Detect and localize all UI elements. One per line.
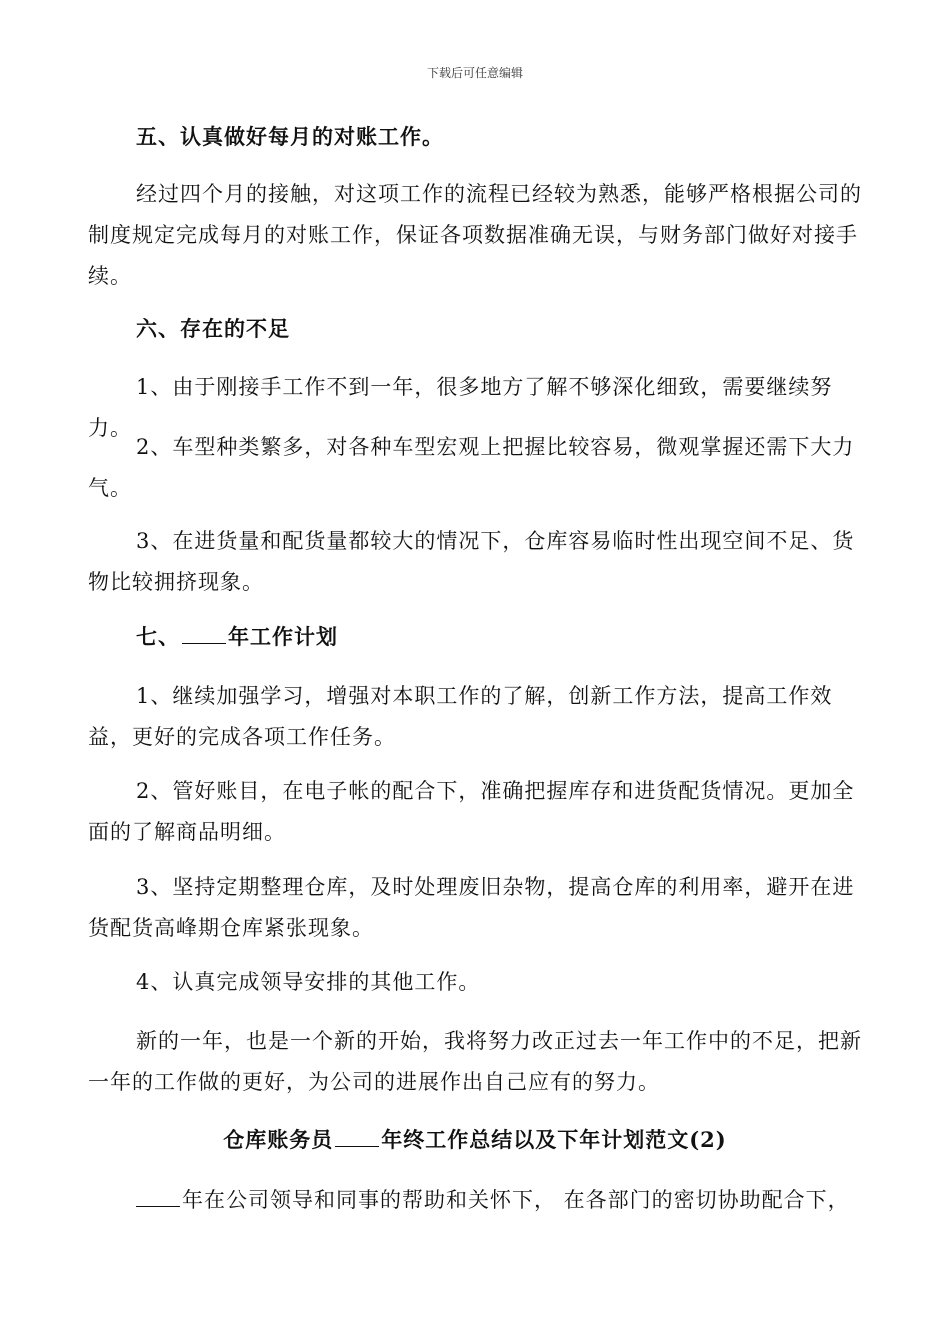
section-6-item-2: 2、车型种类繁多，对各种车型宏观上把握比较容易，微观掌握还需下大力气。 — [88, 435, 855, 500]
last-paragraph-text: 年在公司领导和同事的帮助和关怀下， 在各部门的密切协助配合下， — [182, 1188, 850, 1212]
blank-underline — [136, 1184, 180, 1207]
last-paragraph — [136, 1180, 868, 1221]
page-header: 下载后可任意编辑 — [426, 66, 523, 80]
section-7-item-4: 4、认真完成领导安排的其他工作。 — [136, 970, 481, 994]
title-2-prefix: 仓库账务员 — [223, 1127, 334, 1152]
title-2-suffix: 年终工作总结以及下年计划范文(2) — [381, 1127, 727, 1152]
section-6-item-1: 1、由于刚接手工作不到一年，很多地方了解不够深化细致，需要继续努力。 — [88, 375, 833, 440]
blank-underline — [182, 621, 226, 644]
section-7-heading-suffix: 年工作计划 — [228, 624, 338, 649]
closing-paragraph: 新的一年，也是一个新的开始，我将努力改正过去一年工作中的不足，把新一年的工作做的更好，为公司的进展作出自己应有的努力。 — [88, 1029, 862, 1094]
section-6-item-3: 3、在进货量和配货量都较大的情况下，仓库容易临时性出现空间不足、货物比较拥挤现象。 — [88, 529, 855, 594]
section-7-item-3: 3、坚持定期整理仓库，及时处理废旧杂物，提高仓库的利用率，避开在进货配货高峰期仓库紧张现象。 — [88, 875, 855, 940]
blank-underline — [335, 1124, 379, 1147]
section-5-body: 经过四个月的接触，对这项工作的流程已经较为熟悉，能够严格根据公司的制度规定完成每月的对账工作，保证各项数据准确无误，与财务部门做好对接手续。 — [88, 182, 862, 288]
document-title-2 — [0, 1124, 950, 1154]
section-5-heading: 五、认真做好每月的对账工作。 — [136, 124, 444, 149]
section-7-item-2: 2、管好账目，在电子帐的配合下，准确把握库存和进货配货情况。更加全面的了解商品明细。 — [88, 779, 855, 844]
section-6-heading: 六、存在的不足 — [136, 316, 290, 341]
section-7-heading — [136, 616, 868, 657]
section-7-item-1: 1、继续加强学习，增强对本职工作的了解，创新工作方法，提高工作效益，更好的完成各项工作任务。 — [88, 684, 833, 749]
section-7-heading-prefix: 七、 — [136, 624, 180, 649]
